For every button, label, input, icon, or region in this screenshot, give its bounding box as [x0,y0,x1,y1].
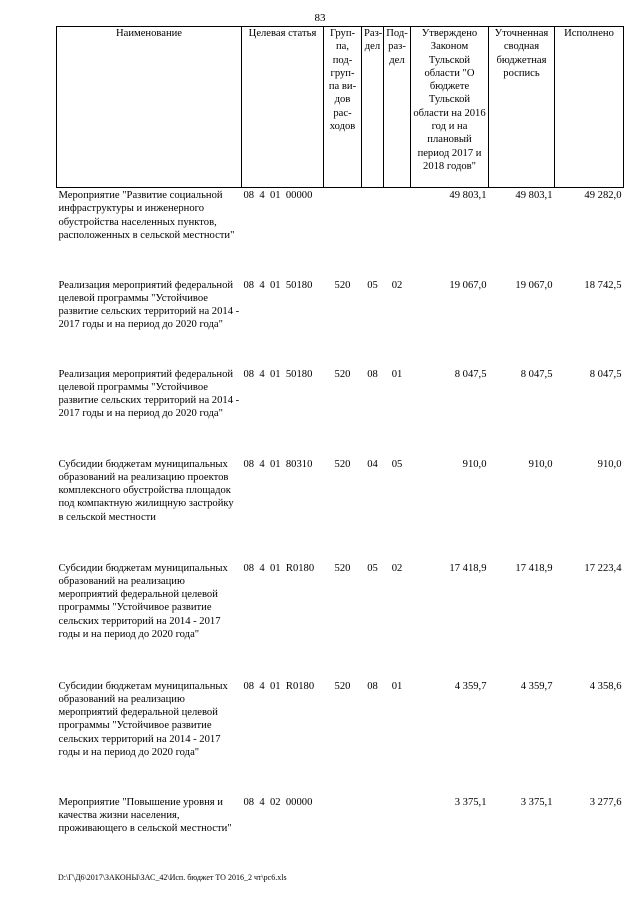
table-header-row [57,27,624,188]
row-name: Реализация мероприятий федеральной целевой программы "Устойчивое развитие сельских территорий на 2014 - 2017 годы и на период до 2020 года" [58,368,240,420]
row-executed: 18 742,5 [584,279,622,291]
file-path-footer: D:\Г\Д6\2017\ЗАКОНЫ\ЗАС_42\Исп. бюджет ТО 2016_2 чт\рс6.xls [58,873,287,882]
row-expense-group: 520 [334,458,351,470]
row-subsection: 02 [391,562,403,574]
row-target-article: 08 4 01 00000 [243,190,313,201]
row-revised: 3 375,1 [520,796,553,808]
header-subsection: Под-раз-дел [384,27,411,188]
row-name: Субсидии бюджетам муниципальных образований на реализацию мероприятий федеральной целевой программы "Устойчивое развитие сельских территорий на 2014 - 2017 годы и на период до 2020 года" [58,562,228,640]
table-row [57,795,624,855]
row-executed: 49 282,0 [584,190,622,201]
row-expense-group: 520 [334,279,351,291]
row-revised: 8 047,5 [520,368,553,380]
row-executed: 8 047,5 [589,368,622,380]
row-approved: 17 418,9 [449,562,487,574]
row-expense-group [324,188,362,278]
row-subsection: 02 [391,279,403,291]
row-subsection: 01 [391,368,403,380]
row-section [362,188,384,278]
row-section: 08 [367,368,378,380]
row-subsection [384,795,411,855]
header-approved: Утверждено Законом Тульской области "О бюджете Тульской области на 2016 год и на плановый период 2017 и 2018 годов" [411,27,489,188]
row-target-article: 08 4 01 80310 [243,458,313,470]
budget-table [56,26,624,855]
header-revised: Уточненная сводная бюджетная роспись [489,27,555,188]
row-section: 08 [367,680,378,692]
header-name: Наименование [57,27,242,188]
row-name: Реализация мероприятий федеральной целевой программы "Устойчивое развитие сельских территорий на 2014 - 2017 годы и на период до 2020 года" [58,279,240,331]
row-subsection: 05 [391,458,403,470]
row-section: 05 [367,279,378,291]
header-section: Раз-дел [362,27,384,188]
row-executed: 910,0 [597,458,622,470]
table-row [57,679,624,795]
row-expense-group [324,795,362,855]
table-row [57,278,624,367]
header-executed: Исполнено [555,27,624,188]
row-section [362,795,384,855]
row-approved: 910,0 [462,458,487,470]
row-revised: 4 359,7 [520,680,553,692]
row-target-article: 08 4 01 50180 [243,279,313,291]
header-target-article: Целевая статья [242,27,324,188]
row-subsection [384,188,411,278]
row-name: Субсидии бюджетам муниципальных образований на реализацию мероприятий федеральной целевой программы "Устойчивое развитие сельских территорий на 2014 - 2017 годы и на период до 2020 года" [58,680,228,758]
row-revised: 19 067,0 [515,279,553,291]
row-expense-group: 520 [334,368,351,380]
row-name: Субсидии бюджетам муниципальных образований на реализацию проектов комплексного обустройства площадок под компактную жилищную застройку в сельской местности [58,458,234,523]
row-section: 04 [367,458,378,470]
header-expense-group: Груп-па, под-груп-па ви-дов рас-ходов [324,27,362,188]
table-row [57,457,624,561]
row-section: 05 [367,562,378,574]
row-revised: 49 803,1 [515,190,553,201]
table-row [57,188,624,278]
row-approved: 49 803,1 [449,190,487,201]
table-row [57,561,624,679]
row-name: Мероприятие "Развитие социальной инфраструктуры и инженерного обустройства населенных пунктов, расположенных в сельской местности" [58,190,235,241]
row-executed: 3 277,6 [589,796,622,808]
row-executed: 17 223,4 [584,562,622,574]
row-target-article: 08 4 01 50180 [243,368,313,380]
row-expense-group: 520 [334,562,351,574]
row-revised: 910,0 [528,458,553,470]
row-expense-group: 520 [334,680,351,692]
row-revised: 17 418,9 [515,562,553,574]
table-row [57,367,624,457]
row-target-article: 08 4 01 R0180 [243,562,315,574]
row-name: Мероприятие "Повышение уровня и качества жизни населения, проживающего в сельской местности" [58,796,232,835]
row-approved: 4 359,7 [454,680,487,692]
row-target-article: 08 4 02 00000 [243,796,313,808]
row-approved: 8 047,5 [454,368,487,380]
row-target-article: 08 4 01 R0180 [243,680,315,692]
row-subsection: 01 [391,680,403,692]
row-approved: 3 375,1 [454,796,487,808]
page-number: 83 [314,12,326,24]
row-approved: 19 067,0 [449,279,487,291]
row-executed: 4 358,6 [589,680,622,692]
